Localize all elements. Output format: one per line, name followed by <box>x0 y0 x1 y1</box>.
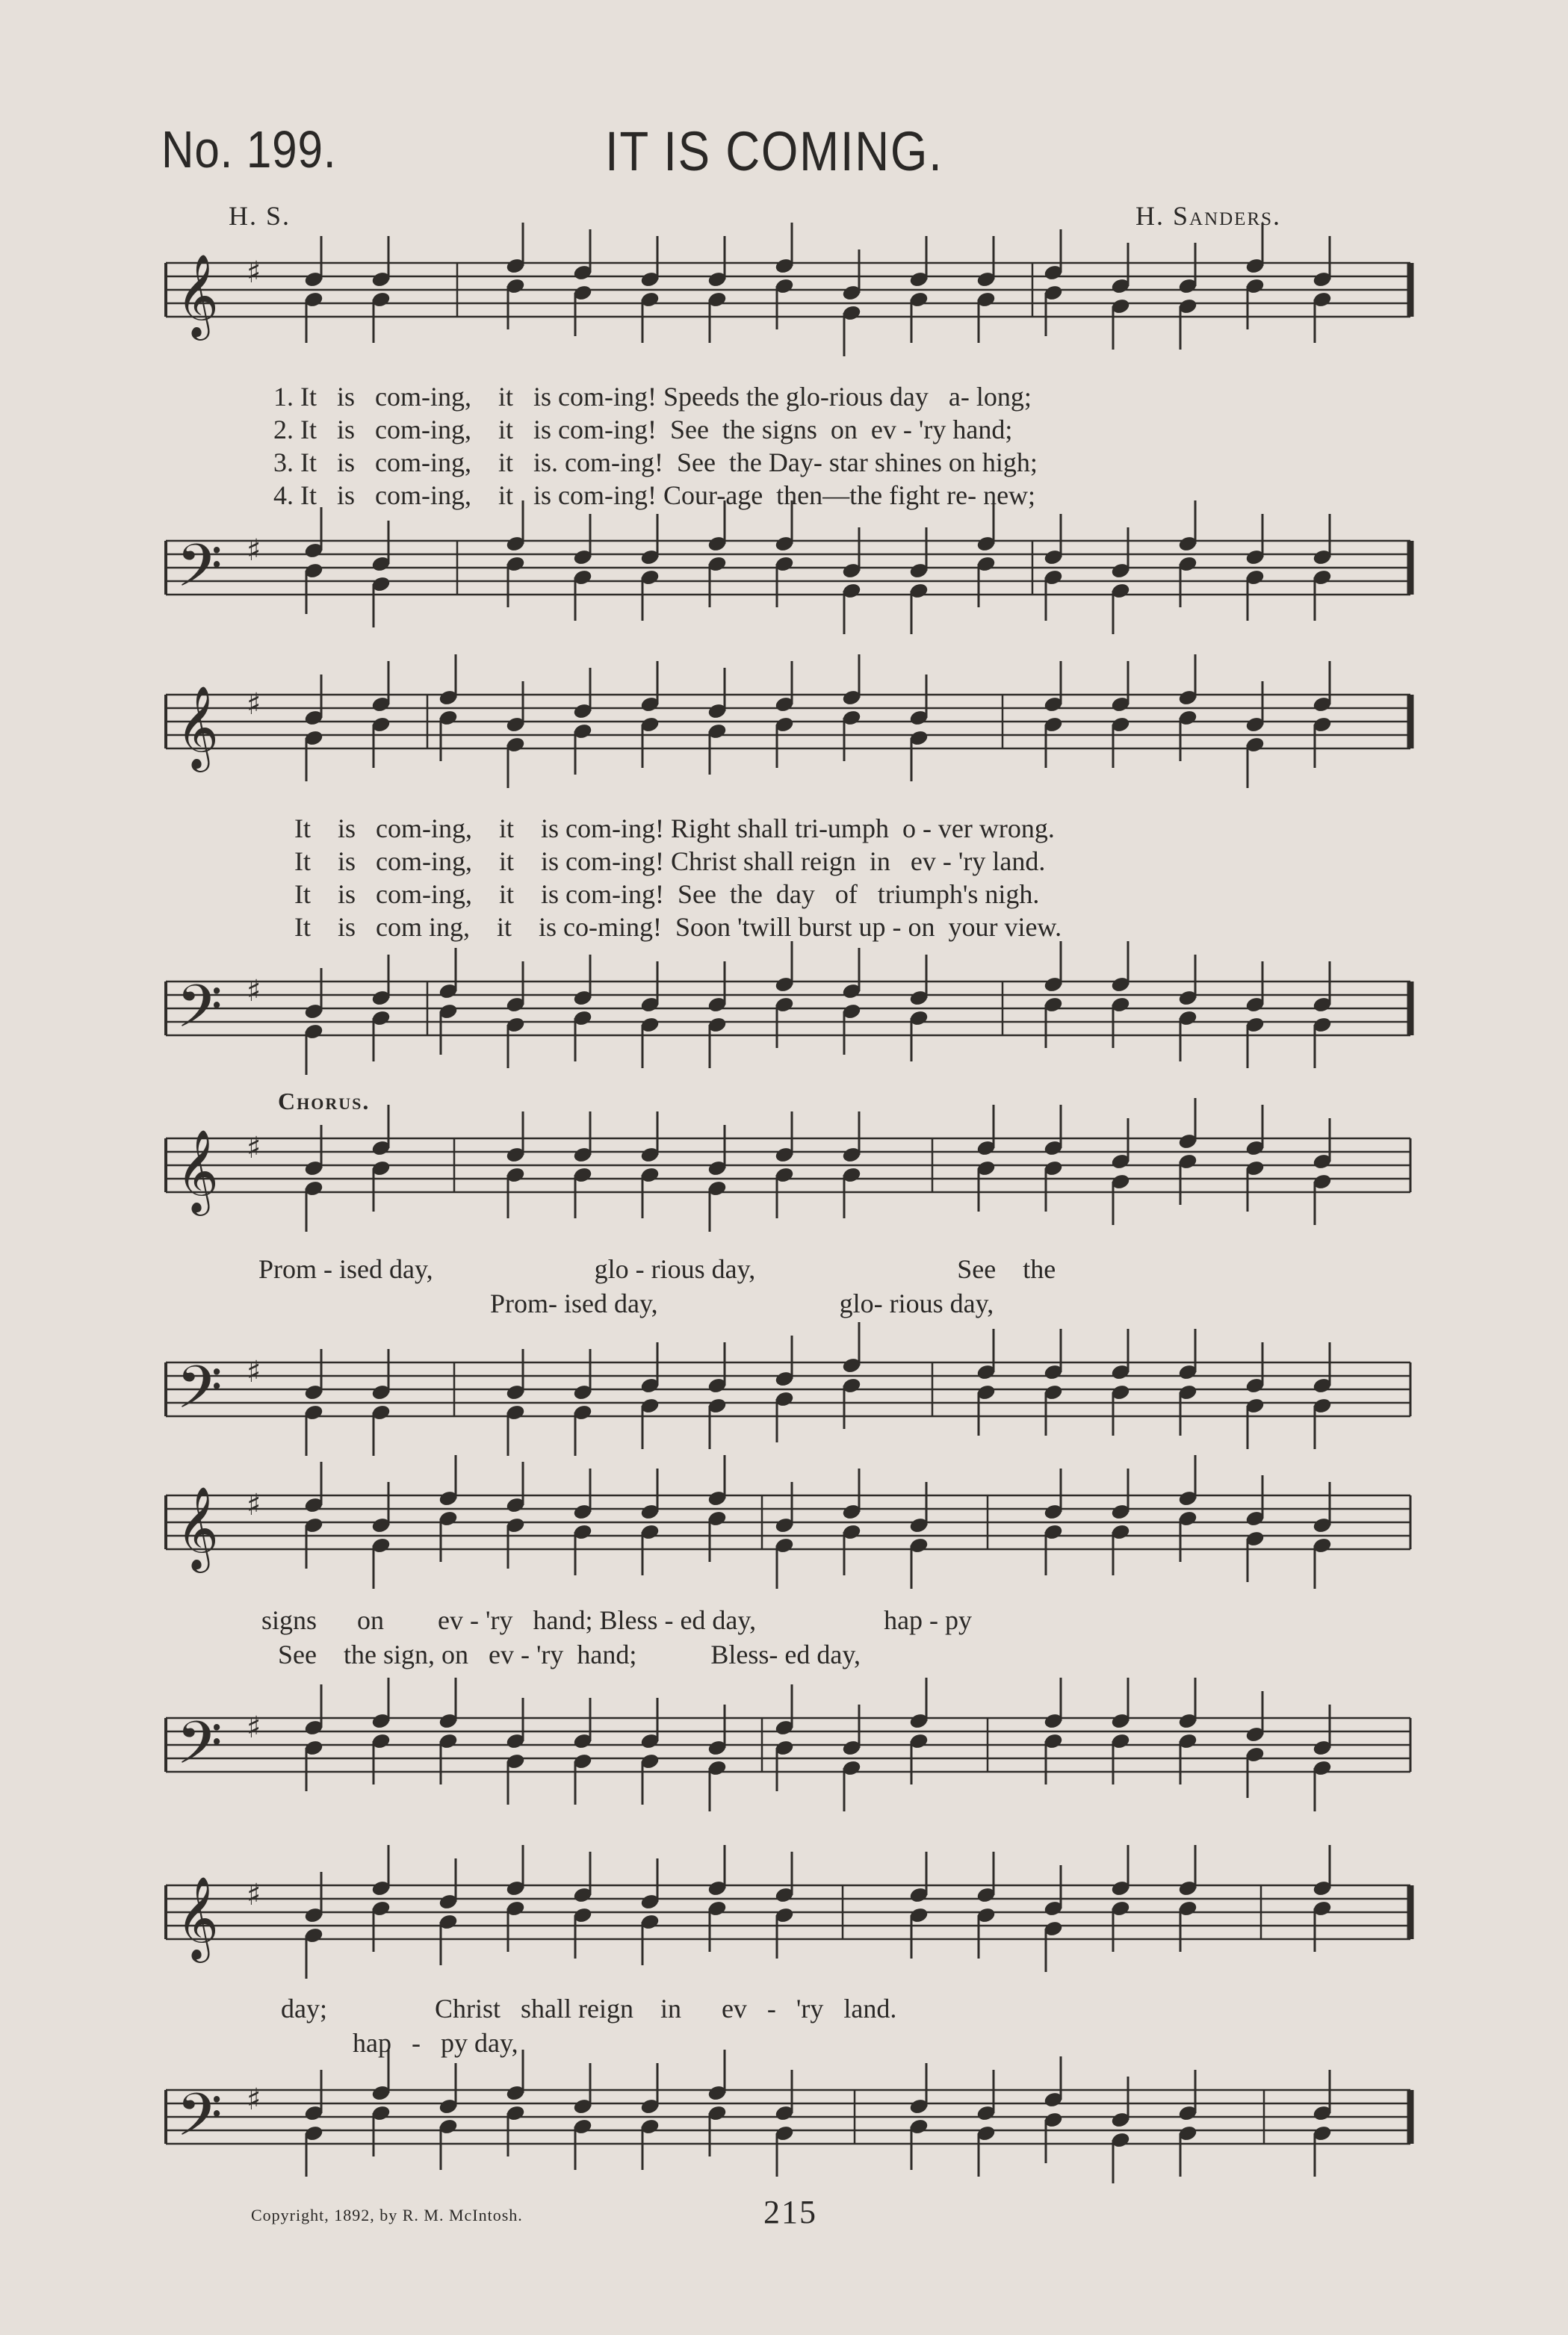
svg-text:♯: ♯ <box>247 1488 261 1522</box>
svg-text:𝄢: 𝄢 <box>176 531 223 615</box>
verse-line: 4. It is com-ing, it is com-ing! Cour-age then—the fight re- new; <box>273 480 1036 510</box>
chorus-line: signs on ev - 'ry hand; Bless - ed day, hap - py <box>261 1605 973 1635</box>
svg-text:♯: ♯ <box>247 974 261 1008</box>
music-composer: H. Sanders. <box>1135 201 1282 231</box>
svg-text:♯: ♯ <box>247 533 261 568</box>
svg-text:𝄢: 𝄢 <box>176 1708 223 1792</box>
svg-text:𝄢: 𝄢 <box>176 972 223 1055</box>
verse-line: It is com ing, it is co-ming! Soon 'twill burst up - on your view. <box>294 912 1062 942</box>
verse-line: 3. It is com-ing, it is. com-ing! See the Day- star shines on high; <box>273 447 1038 477</box>
svg-text:♯: ♯ <box>247 2083 261 2117</box>
verse-line: It is com-ing, it is com-ing! See the day of triumph's nigh. <box>294 879 1040 909</box>
svg-text:♯: ♯ <box>247 687 261 722</box>
svg-text:♯: ♯ <box>247 1711 261 1745</box>
chorus-line: Prom - ised day, glo - rious day, See the <box>258 1254 1056 1284</box>
svg-text:𝄞: 𝄞 <box>176 1129 219 1212</box>
svg-text:♯: ♯ <box>247 1878 261 1912</box>
svg-text:𝄢: 𝄢 <box>176 1353 223 1436</box>
page-number: 215 <box>763 2194 817 2230</box>
copyright-notice: Copyright, 1892, by R. M. McIntosh. <box>251 2206 523 2224</box>
chorus-line: hap - py day, <box>353 2028 518 2058</box>
svg-text:♯: ♯ <box>247 1131 261 1165</box>
chorus-line: See the sign, on ev - 'ry hand; Bless- ed day, <box>278 1640 861 1669</box>
verse-line: It is com-ing, it is com-ing! Christ shall reign in ev - 'ry land. <box>294 846 1046 876</box>
svg-text:♯: ♯ <box>247 1355 261 1389</box>
verse-line: 1. It is com-ing, it is com-ing! Speeds the glo-rious day a- long; <box>273 382 1032 412</box>
chorus-line: day; Christ shall reign in ev - 'ry land. <box>281 1994 897 2024</box>
svg-text:𝄞: 𝄞 <box>176 1486 219 1569</box>
chorus-label: Chorus. <box>278 1088 371 1114</box>
svg-text:𝄞: 𝄞 <box>176 1876 219 1959</box>
words-author: H. S. <box>229 201 291 231</box>
verse-line: 2. It is com-ing, it is com-ing! See the signs on ev - 'ry hand; <box>273 415 1013 444</box>
verse-line: It is com-ing, it is com-ing! Right shall tri-umph o - ver wrong. <box>294 813 1055 843</box>
svg-text:♯: ♯ <box>247 255 261 290</box>
svg-text:𝄞: 𝄞 <box>176 685 219 769</box>
svg-text:𝄞: 𝄞 <box>176 253 219 337</box>
hymn-title: IT IS COMING. <box>605 120 943 182</box>
chorus-line: Prom- ised day, glo- rious day, <box>490 1289 994 1318</box>
svg-text:𝄢: 𝄢 <box>176 2080 223 2164</box>
hymn-number: No. 199. <box>161 120 337 179</box>
